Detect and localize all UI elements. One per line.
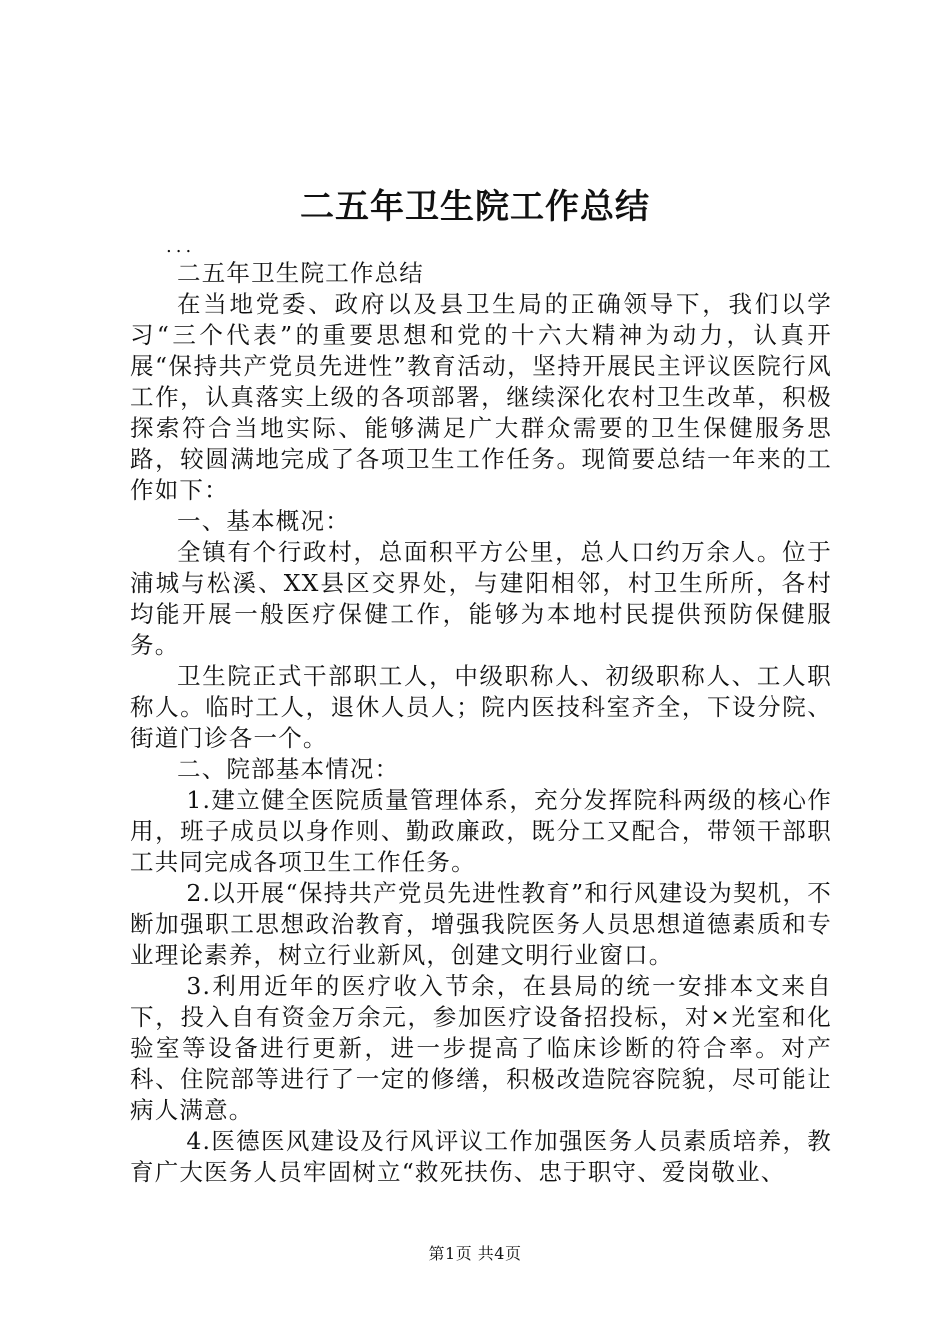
staff-paragraph: 卫生院正式干部职工人，中级职称人、初级职称人、工人职称人。临时工人，退休人员人；院内医技科室齐全，下设分院、街道门诊各一个。 (130, 662, 832, 752)
section-heading-1: 一、基本概况： (177, 507, 350, 535)
intro-paragraph: 在当地党委、政府以及县卫生局的正确领导下，我们以学习“三个代表”的重要思想和党的十六大精神为动力，认真开展“保持共产党员先进性”教育活动，坚持开展民主评议医院行风工作，认真落实上级的各项部署，继续深化农村卫生改革，积极探索符合当地实际、能够满足广大群众需要的卫生保健服务思路，较圆满地完成了各项卫生工作任务。现简要总结一年来的工作如下： (130, 290, 832, 504)
item-2-paragraph: 2.以开展“保持共产党员先进性教育”和行风建设为契机，不断加强职工思想政治教育，增强我院医务人员思想道德素质和专业理论素养，树立行业新风，创建文明行业窗口。 (130, 879, 832, 969)
item-4-paragraph: 4.医德医风建设及行风评议工作加强医务人员素质培养，教育广大医务人员牢固树立“救死扶伤、忠于职守、爱岗敬业、 (130, 1127, 832, 1186)
document-body (130, 236, 832, 1188)
ellipsis-line: ... (166, 236, 196, 257)
overview-paragraph: 全镇有个行政村，总面积平方公里，总人口约万余人。位于浦城与松溪、XX县区交界处，与建阳相邻，村卫生所所，各村均能开展一般医疗保健工作，能够为本地村民提供预防保健服务。 (130, 538, 832, 659)
item-3-paragraph: 3.利用近年的医疗收入节余，在县局的统一安排本文来自下，投入自有资金万余元，参加医疗设备招投标，对×光室和化验室等设备进行更新，进一步提高了临床诊断的符合率。对产科、住院部等进行了一定的修缮，积极改造院容院貌，尽可能让病人满意。 (130, 972, 832, 1124)
section-heading-2: 二、院部基本情况： (177, 755, 400, 783)
page-number-footer: 第1页 共4页 (428, 1244, 522, 1263)
document-title: 二五年卫生院工作总结 (300, 187, 650, 227)
item-1-paragraph: 1.建立健全医院质量管理体系，充分发挥院科两级的核心作用，班子成员以身作则、勤政廉政，既分工又配合，带领干部职工共同完成各项卫生工作任务。 (130, 786, 832, 876)
subtitle-paragraph: 二五年卫生院工作总结 (177, 259, 424, 287)
